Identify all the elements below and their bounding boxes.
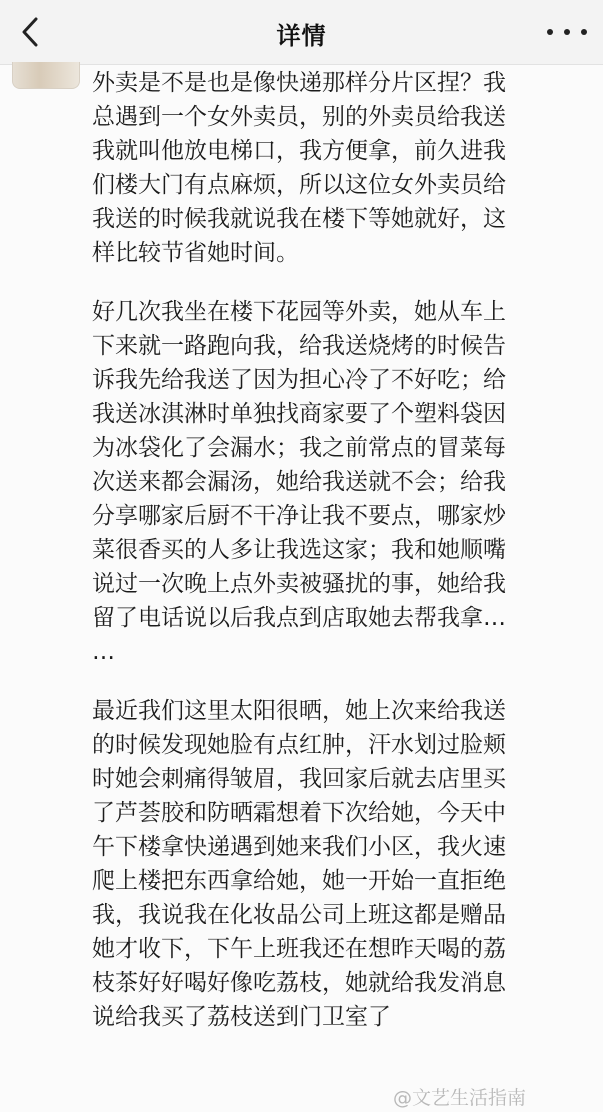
post-line: 我就叫他放电梯口，我方便拿，前久进我 <box>92 138 506 164</box>
avatar[interactable] <box>12 62 80 89</box>
post-line: 的时候发现她脸有点红肿，汗水划过脸颊 <box>92 732 506 758</box>
post-line: … <box>92 639 115 665</box>
post-line: 下来就一路跑向我，给我送烧烤的时候告 <box>92 333 506 359</box>
post-line: 最近我们这里太阳很晒，她上次来给我送 <box>92 698 506 724</box>
post-line: 总遇到一个女外卖员，别的外卖员给我送 <box>92 104 506 130</box>
post-line: 了芦荟胶和防晒霜想着下次给她，今天中 <box>92 800 506 826</box>
post-body <box>92 66 590 1034</box>
post-line: 我送冰淇淋时单独找商家要了个塑料袋因 <box>92 401 506 427</box>
post-line: 留了电话说以后我点到店取她去帮我拿… <box>92 605 506 631</box>
post-line: 时她会刺痛得皱眉，我回家后就去店里买 <box>92 766 506 792</box>
post-line: 我送的时候我就说我在楼下等她就好，这 <box>92 206 506 232</box>
top-navigation-bar <box>0 0 603 65</box>
paragraph-gap <box>92 270 590 295</box>
post-line: 说给我买了荔枝送到门卫室了 <box>92 1004 391 1030</box>
post-line: 诉我先给我送了因为担心冷了不好吃；给 <box>92 367 506 393</box>
post-line: 枝茶好好喝好像吃荔枝，她就给我发消息 <box>92 970 506 996</box>
post-line: 午下楼拿快递遇到她来我们小区，我火速 <box>92 834 506 860</box>
page-title: 详情 <box>276 22 327 50</box>
post-line: 为冰袋化了会漏水；我之前常点的冒菜每 <box>92 435 506 461</box>
post-line: 们楼大门有点麻烦，所以这位女外卖员给 <box>92 172 506 198</box>
post-line: 说过一次晚上点外卖被骚扰的事，她给我 <box>92 571 506 597</box>
watermark: @文艺生活指南 <box>393 1087 527 1109</box>
post-line: 样比较节省她时间。 <box>92 240 299 266</box>
post-line: 爬上楼把东西拿给她，她一开始一直拒绝 <box>92 868 506 894</box>
more-dots-icon <box>547 29 553 35</box>
post-line: 她才收下，下午上班我还在想昨天喝的荔 <box>92 936 506 962</box>
post-line: 我，我说我在化妆品公司上班这都是赠品 <box>92 902 506 928</box>
post-line: 好几次我坐在楼下花园等外卖，她从车上 <box>92 299 506 325</box>
post-line: 菜很香买的人多让我选这家；我和她顺嘴 <box>92 537 506 563</box>
post-line: 分享哪家后厨不干净让我不要点，哪家炒 <box>92 503 506 529</box>
paragraph-gap <box>92 669 590 694</box>
more-button[interactable] <box>547 24 587 40</box>
post-line: 次送来都会漏汤，她给我送就不会；给我 <box>92 469 506 495</box>
post-line: 外卖是不是也是像快递那样分片区捏？我 <box>92 70 506 96</box>
